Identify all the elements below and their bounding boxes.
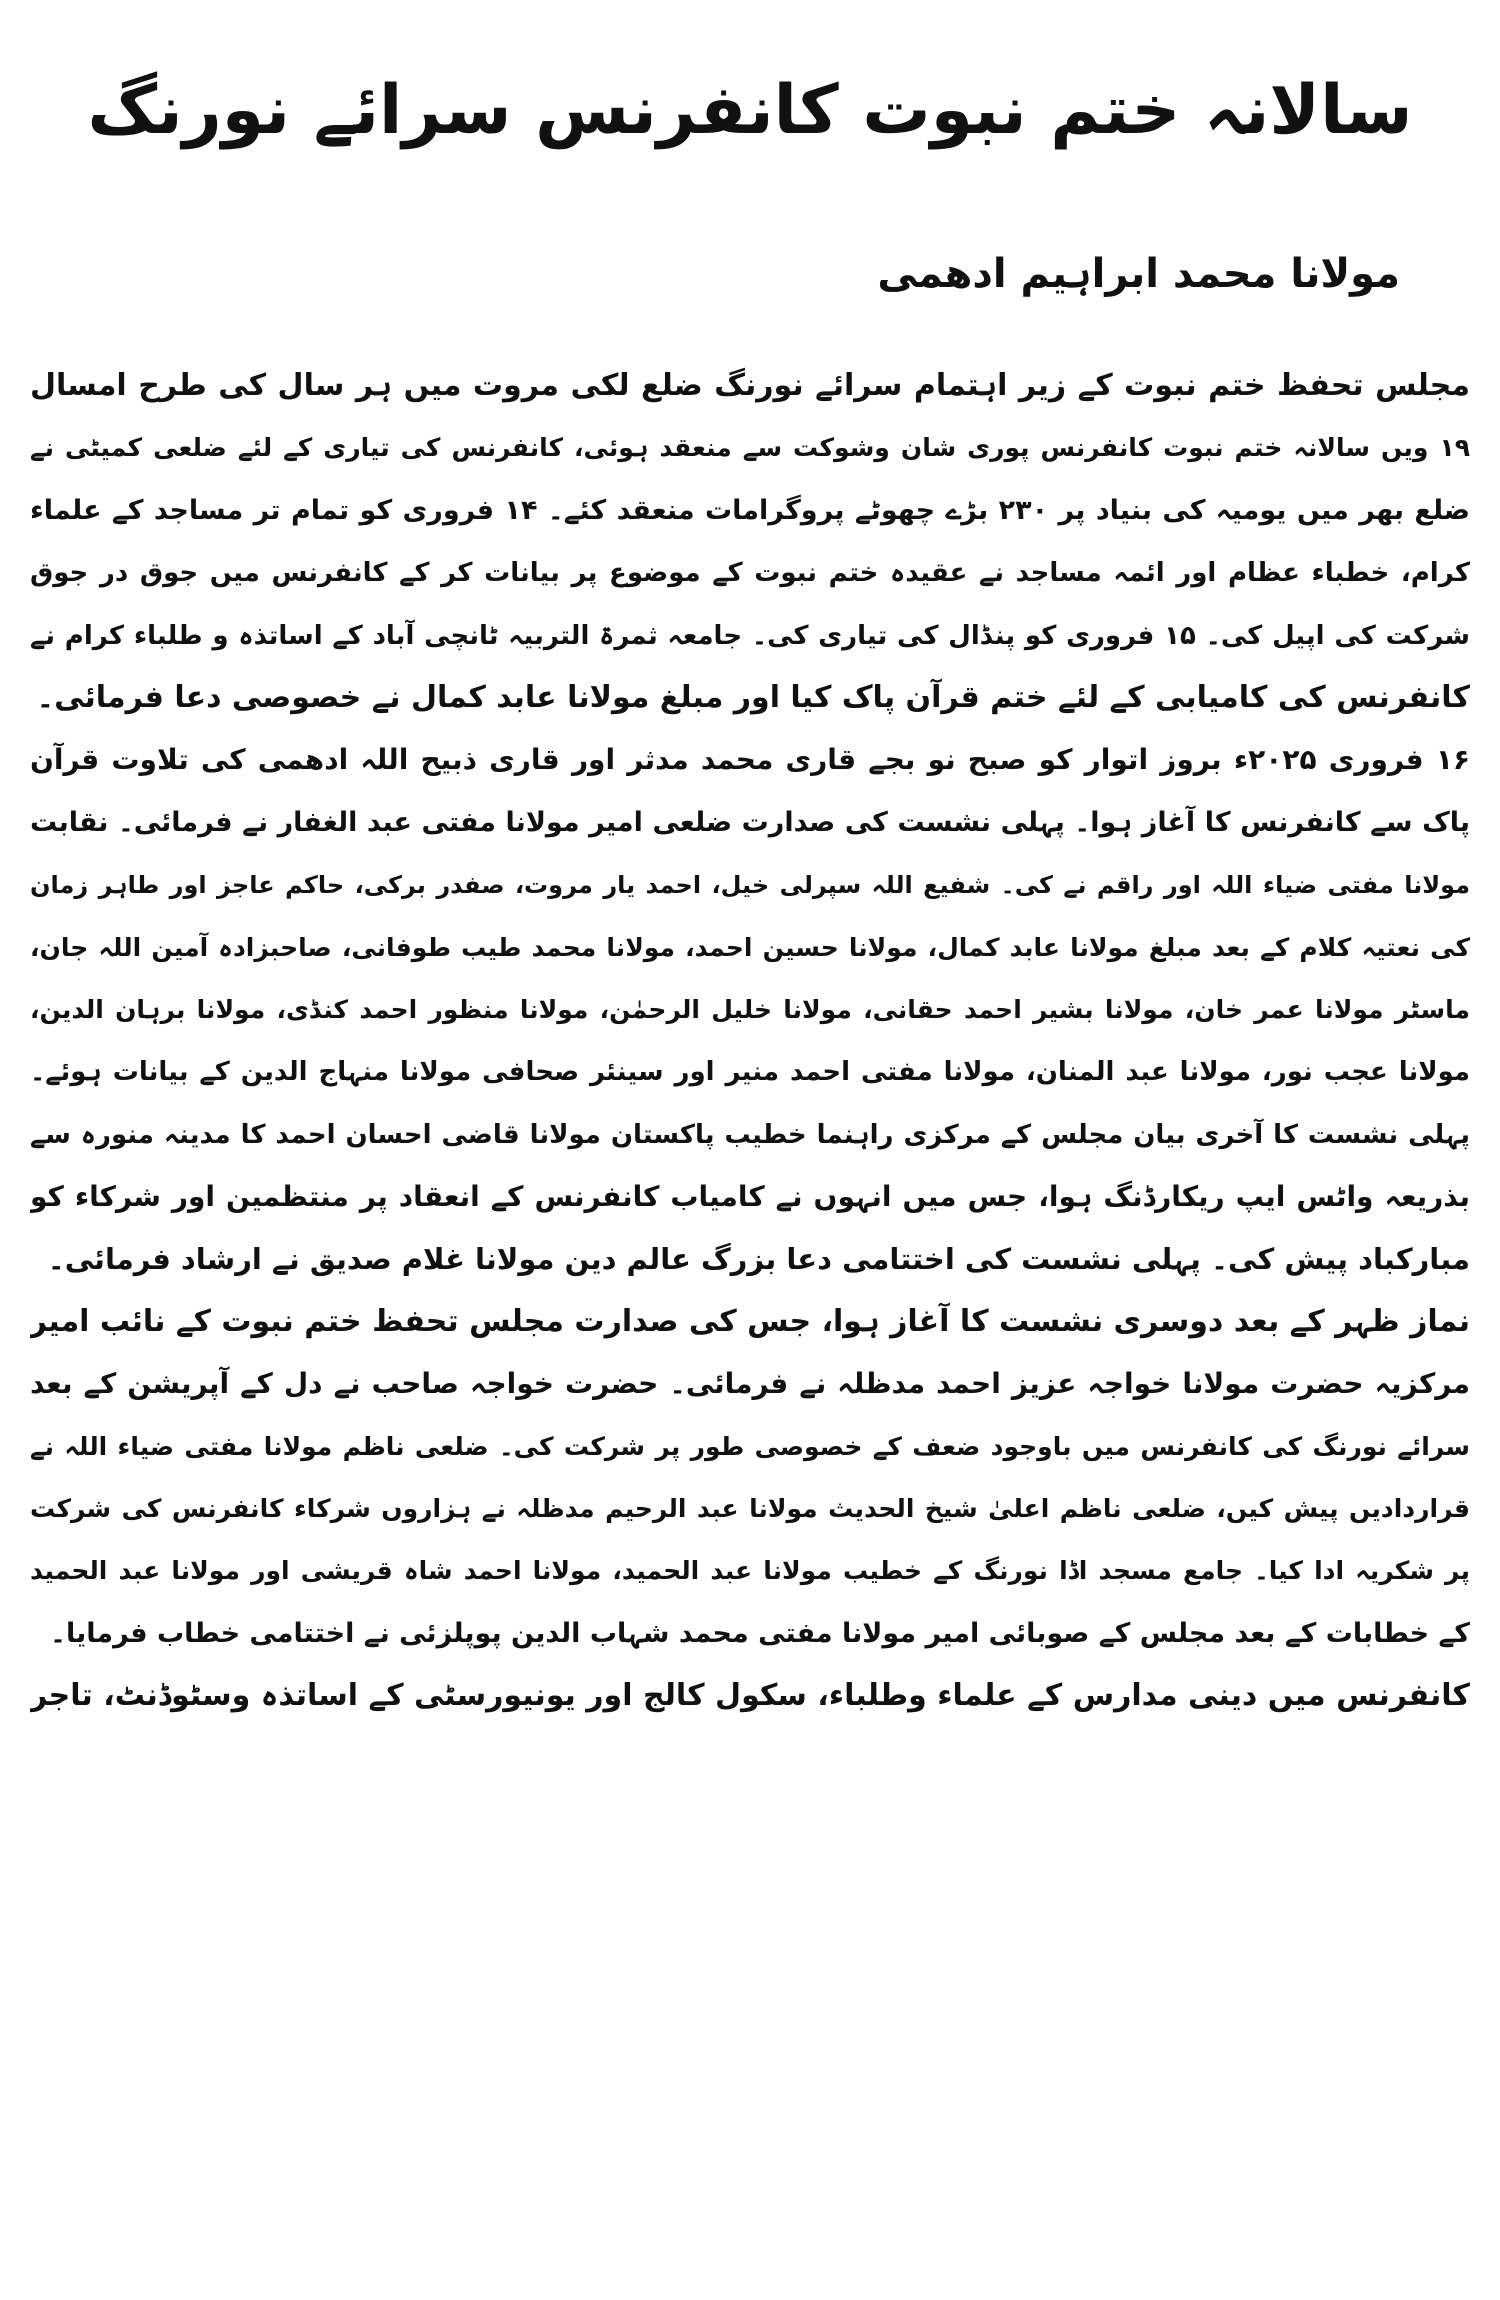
body-line: پاک سے کانفرنس کا آغاز ہوا۔ پہلی نشست کی صدارت ضلعی امیر مولانا مفتی عبد الغفار نے فرمائی۔ نقابت — [30, 806, 1470, 838]
body-line: ماسٹر مولانا عمر خان، مولانا بشیر احمد حقانی، مولانا خلیل الرحمٰن، مولانا منظور احمد کنڈی، مولانا برہان الدین، — [30, 994, 1470, 1024]
body-line: پہلی نشست کا آخری بیان مجلس کے مرکزی راہنما خطیب پاکستان مولانا قاضی احسان احمد کا مدینہ منورہ سے — [30, 1119, 1470, 1150]
body-line: پر شکریہ ادا کیا۔ جامع مسجد اڈا نورنگ کے خطیب مولانا عبد الحمید، مولانا احمد شاہ قریشی اور مولانا عبد الحمید — [30, 1556, 1470, 1586]
body-line: مولانا مفتی ضیاء اللہ اور راقم نے کی۔ شفیع اللہ سپرلی خیل، احمد یار مروت، صفدر برکی، حاکم عاجز اور طاہر زمان — [30, 871, 1470, 900]
body-line: مولانا عجب نور، مولانا عبد المنان، مولانا مفتی احمد منیر اور سینئر صحافی مولانا منہاج الدین کے بیانات ہوئے۔ — [30, 1057, 1470, 1088]
body-line: کے خطابات کے بعد مجلس کے صوبائی امیر مولانا مفتی محمد شہاب الدین پوپلزئی نے اختتامی خطاب فرمایا۔ — [50, 1617, 1470, 1649]
body-line: مرکزیہ حضرت مولانا خواجہ عزیز احمد مدظلہ نے فرمائی۔ حضرت خواجہ صاحب نے دل کے آپریشن کے بعد — [30, 1367, 1470, 1401]
article-title: سالانہ ختم نبوت کانفرنس سرائے نورنگ — [87, 71, 1413, 150]
body-line: مجلس تحفظ ختم نبوت کے زیر اہتمام سرائے نورنگ ضلع لکی مروت میں ہر سال کی طرح امسال — [30, 368, 1470, 403]
body-line: نماز ظہر کے بعد دوسری نشست کا آغاز ہوا، جس کی صدارت مجلس تحفظ ختم نبوت کے نائب امیر — [30, 1303, 1470, 1339]
article-body — [30, 355, 1470, 1728]
body-line: سرائے نورنگ کی کانفرنس میں باوجود ضعف کے خصوصی طور پر شرکت کی۔ ضلعی ناظم مولانا مفتی ضیاء اللہ نے — [30, 1431, 1470, 1461]
body-line: کی نعتیہ کلام کے بعد مبلغ مولانا عابد کمال، مولانا حسین احمد، مولانا محمد طیب طوفانی، صاحبزادہ آمین اللہ جان، — [30, 932, 1470, 962]
body-line: ۱۶ فروری ۲۰۲۵ء بروز اتوار کو صبح نو بجے قاری محمد مدثر اور قاری ذبیح اللہ ادھمی کی تلاوت قرآن — [30, 743, 1470, 777]
body-line: بذریعہ واٹس ایپ ریکارڈنگ ہوا، جس میں انہوں نے کامیاب کانفرنس کے انعقاد پر منتظمین اور شرکاء کو — [30, 1180, 1470, 1214]
body-line: کانفرنس کی کامیابی کے لئے ختم قرآن پاک کیا اور مبلغ مولانا عابد کمال نے خصوصی دعا فرمائی۔ — [36, 679, 1470, 715]
body-line: شرکت کی اپیل کی۔ ۱۵ فروری کو پنڈال کی تیاری کی۔ جامعہ ثمرۃ التربیہ ٹانچی آباد کے اساتذہ و طلباء کرام نے — [30, 620, 1470, 651]
body-line: کرام، خطباء عظام اور ائمہ مساجد نے عقیدہ ختم نبوت کے موضوع پر بیانات کر کے کانفرنس میں جوق در جوق — [30, 558, 1470, 589]
body-line: ۱۹ ویں سالانہ ختم نبوت کانفرنس پوری شان وشوکت سے منعقد ہوئی، کانفرنس کی تیاری کے لئے ضلعی کمیٹی نے — [30, 433, 1470, 463]
body-line: کانفرنس میں دینی مدارس کے علماء وطلباء، سکول کالج اور یونیورسٹی کے اساتذہ وسٹوڈنٹ، تاجر — [30, 1678, 1470, 1714]
body-line: قراردادیں پیش کیں، ضلعی ناظم اعلیٰ شیخ الحدیث مولانا عبد الرحیم مدظلہ نے ہزاروں شرکاء کانفرنس کی شرکت — [30, 1494, 1470, 1524]
body-line: ضلع بھر میں یومیہ کی بنیاد پر ۲۳۰ بڑے چھوٹے پروگرامات منعقد کئے۔ ۱۴ فروری کو تمام تر مساجد کے علماء — [30, 494, 1470, 526]
author-byline: مولانا محمد ابراہیم ادھمی — [877, 251, 1400, 297]
body-line: مبارکباد پیش کی۔ پہلی نشست کی اختتامی دعا بزرگ عالم دین مولانا غلام صدیق نے ارشاد فرمائی۔ — [47, 1242, 1470, 1277]
